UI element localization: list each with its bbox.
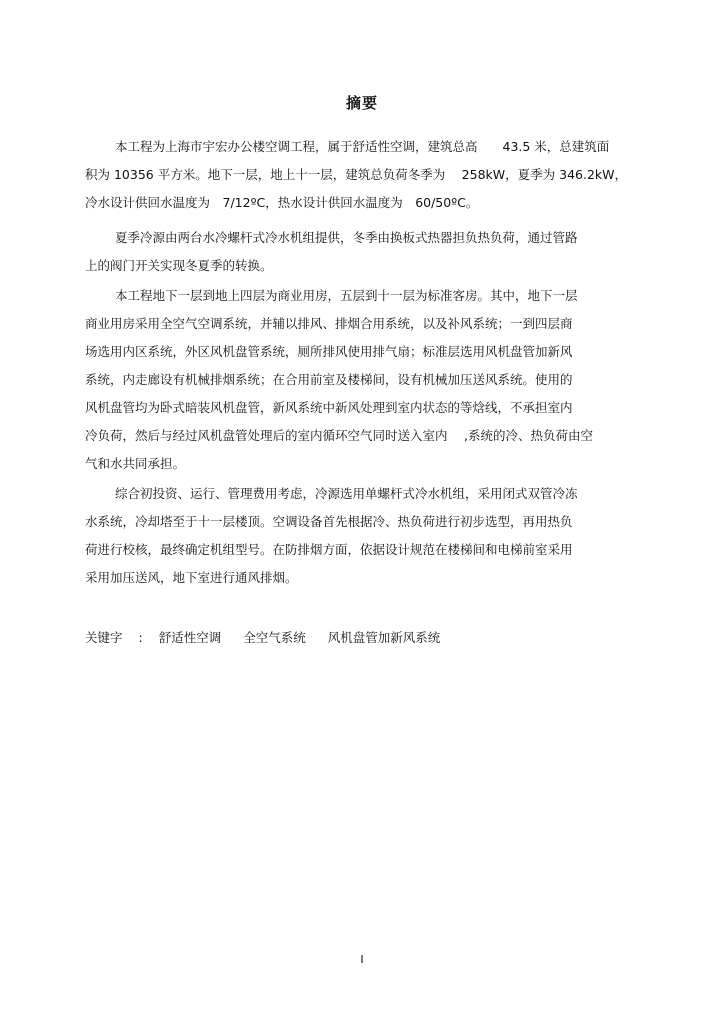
paragraph-line: 荷进行校核，最终确定机组型号。在防排烟方面，依据设计规范在楼梯间和电梯前室采用: [85, 542, 573, 557]
paragraph-line: 商业用房采用全空气空调系统，并辅以排风、排烟合用系统，以及补风系统；一到四层商: [85, 316, 573, 331]
paragraph-line: 冷负荷，然后与经过风机盘管处理后的室内循环空气同时送入室内 ,系统的冷、热负荷由空: [85, 428, 593, 443]
paragraph-line: 综合初投资、运行、管理费用考虑，冷源选用单螺杆式冷水机组，采用闭式双管冷冻: [115, 486, 578, 501]
paragraph-line: 本工程为上海市宇宏办公楼空调工程，属于舒适性空调，建筑总高 43.5 米，总建筑面: [115, 139, 610, 154]
page-number: I: [360, 953, 364, 966]
paragraph-line: 风机盘管均为卧式暗装风机盘管，新风系统中新风处理到室内状态的等焓线，不承担室内: [85, 400, 573, 415]
paragraph-line: 气和水共同承担。: [85, 456, 186, 471]
paragraph-line: 冷水设计供回水温度为 7/12ºC，热水设计供回水温度为 60/50ºC。: [85, 195, 479, 210]
paragraph-line: 系统，内走廊设有机械排烟系统；在合用前室及楼梯间，设有机械加压送风系统。使用的: [85, 372, 573, 387]
paragraph-line: 上的阀门开关实现冬夏季的转换。: [85, 258, 273, 273]
keywords-row: [85, 628, 458, 646]
keywords-separator: :: [138, 630, 143, 645]
paragraph-line: 场选用内区系统，外区风机盘管系统，厕所排风使用排气扇；标准层选用风机盘管加新风: [85, 344, 573, 359]
paragraph-line: 夏季冷源由两台水冷螺杆式冷水机组提供，冬季由换板式热器担负热负荷，通过管路: [115, 230, 578, 245]
keyword-item: 风机盘管加新风系统: [327, 630, 441, 645]
paragraph-line: 采用加压送风，地下室进行通风排烟。: [85, 570, 298, 585]
paragraph-line: 本工程地下一层到地上四层为商业用房，五层到十一层为标准客房。其中，地下一层: [115, 288, 578, 303]
keyword-item: 舒适性空调: [158, 630, 222, 645]
paragraph-line: 积为 10356 平方米。地下一层，地上十一层，建筑总负荷冬季为 258kW，夏季为 346.2kW，: [85, 167, 627, 182]
keywords-label: 关键字: [85, 630, 123, 645]
keyword-item: 全空气系统: [243, 630, 306, 645]
page-title: 摘要: [345, 94, 378, 112]
paragraph-line: 水系统，冷却塔至于十一层楼顶。空调设备首先根据冷、热负荷进行初步选型，再用热负: [85, 514, 573, 529]
